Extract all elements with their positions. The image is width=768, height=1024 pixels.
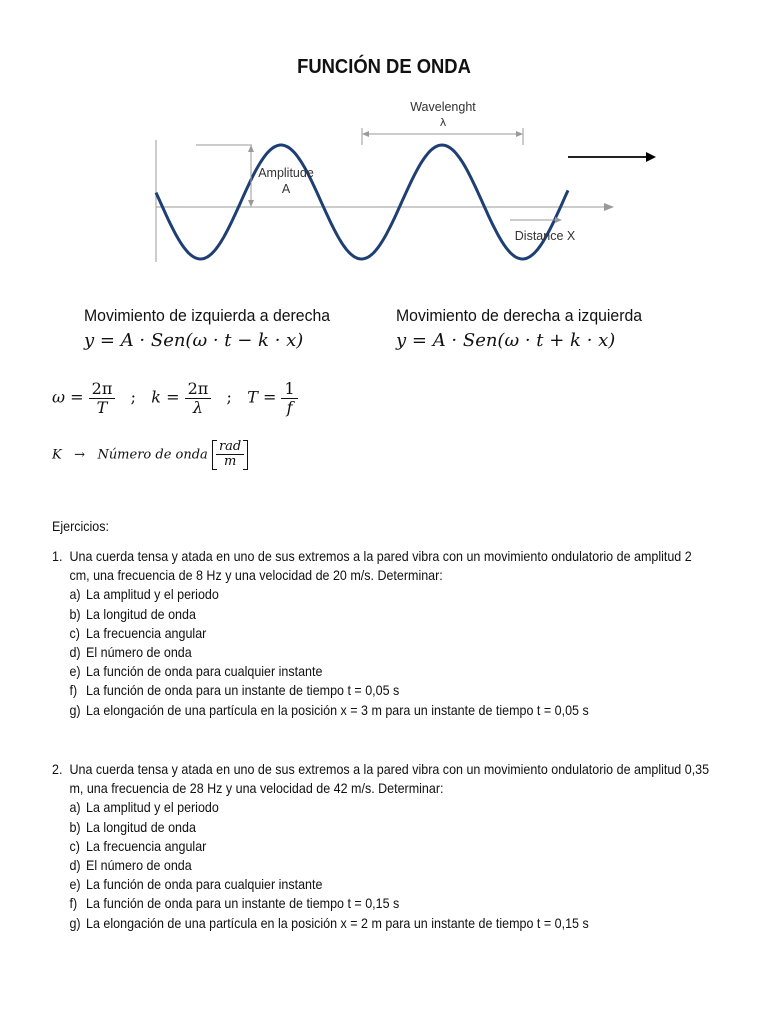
item-text: La frecuencia angular: [86, 625, 207, 641]
wave-number-unit-fraction: [216, 440, 244, 470]
item-letter: a): [69, 587, 81, 603]
list-item: [69, 701, 714, 720]
arrow-icon: →: [74, 447, 86, 463]
list-item: [69, 798, 714, 817]
amplitude-symbol: A: [281, 182, 291, 196]
right-to-left-equation: y = A · Sen(ω · t + k · x): [396, 330, 616, 351]
exercise-2: [52, 760, 714, 933]
separator: ;: [130, 387, 136, 407]
item-text: La frecuencia angular: [86, 838, 207, 854]
omega-denominator: T: [96, 397, 108, 417]
exercises-heading: Ejercicios:: [52, 519, 109, 534]
item-letter: e): [69, 664, 81, 680]
list-item: [69, 643, 714, 662]
item-letter: g): [69, 702, 81, 718]
list-item: [69, 837, 714, 856]
page-title: FUNCIÓN DE ONDA: [297, 56, 471, 78]
item-text: La función de onda para un instante de tiempo t = 0,05 s: [86, 683, 400, 699]
left-to-right-label: Movimiento de izquierda a derecha: [84, 306, 331, 325]
amplitude-arrowhead-bottom: [248, 200, 254, 207]
k-numerator: 2π: [185, 380, 212, 399]
item-letter: a): [69, 800, 81, 816]
period-symbol: T: [247, 387, 258, 407]
list-item: [69, 605, 714, 624]
item-letter: b): [69, 606, 81, 622]
equals-sign: =: [70, 387, 84, 407]
equals-sign: =: [262, 387, 277, 407]
wave-number-unit-numerator: rad: [216, 440, 244, 455]
exercise-items: [52, 585, 714, 719]
formula-definitions: [52, 380, 298, 416]
item-text: La amplitud y el periodo: [86, 800, 219, 816]
exercise-statement: Una cuerda tensa y atada en uno de sus extremos a la pared vibra con un movimiento ondulatorio de amplitud 0,35 m, una frecuencia de 28 Hz y una velocidad de 42 m/s. Determinar:: [69, 762, 710, 797]
sine-wave: [156, 145, 568, 259]
list-item: [69, 681, 714, 700]
item-letter: b): [69, 819, 81, 835]
item-letter: f): [69, 683, 78, 699]
exercise-statement: Una cuerda tensa y atada en uno de sus extremos a la pared vibra con un movimiento ondulatorio de amplitud 2 cm, una frecuencia de 8 Hz y una velocidad de 20 m/s. Determinar:: [69, 549, 692, 584]
wavelength-arrowhead-right: [516, 131, 523, 137]
period-numerator: 1: [281, 380, 297, 399]
item-text: La amplitud y el periodo: [86, 587, 219, 603]
list-item: [69, 875, 714, 894]
item-letter: g): [69, 915, 81, 931]
omega-numerator: 2π: [89, 380, 116, 399]
item-letter: f): [69, 896, 78, 912]
left-to-right-equation: y = A · Sen(ω · t − k · x): [84, 330, 304, 351]
distance-direction-arrowhead: [555, 217, 562, 223]
exercise-1: [52, 547, 714, 720]
list-item: [69, 624, 714, 643]
wave-number-definition: [52, 440, 248, 470]
exercise-number: 1.: [52, 549, 63, 564]
item-letter: d): [69, 645, 81, 661]
omega-fraction: [89, 380, 116, 416]
wavelength-arrowhead-left: [362, 131, 369, 137]
wavelength-label: Wavelenght: [410, 100, 476, 114]
item-text: El número de onda: [86, 858, 192, 874]
k-fraction: [185, 380, 212, 416]
wave-number-symbol: K: [52, 447, 62, 463]
separator: ;: [226, 387, 232, 407]
period-fraction: [281, 380, 297, 416]
list-item: [69, 914, 714, 933]
wave-diagram: [0, 0, 768, 280]
distance-label: Distance X: [514, 229, 576, 243]
item-text: La función de onda para un instante de tiempo t = 0,15 s: [86, 896, 400, 912]
amplitude-label: Amplitude: [258, 166, 314, 180]
item-letter: c): [69, 625, 80, 641]
item-text: La longitud de onda: [86, 819, 196, 835]
wave-number-label: Número de onda: [97, 447, 208, 463]
period-denominator: f: [286, 397, 293, 417]
item-text: La elongación de una partícula en la posición x = 3 m para un instante de tiempo t = 0,05 s: [86, 702, 589, 718]
item-text: La función de onda para cualquier instante: [86, 664, 323, 680]
equals-sign: =: [166, 387, 180, 407]
wave-number-unit: [212, 440, 248, 470]
k-denominator: λ: [192, 397, 203, 417]
item-text: El número de onda: [86, 645, 192, 661]
exercise-items: [52, 798, 714, 932]
exercise-number: 2.: [52, 762, 63, 777]
item-letter: d): [69, 858, 81, 874]
right-to-left-label: Movimiento de derecha a izquierda: [396, 306, 643, 325]
item-letter: c): [69, 838, 80, 854]
list-item: [69, 818, 714, 837]
list-item: [69, 856, 714, 875]
item-text: La función de onda para cualquier instante: [86, 877, 323, 893]
wavelength-symbol: λ: [439, 116, 447, 129]
item-text: La elongación de una partícula en la posición x = 2 m para un instante de tiempo t = 0,15 s: [86, 915, 589, 931]
propagation-arrowhead: [646, 152, 656, 162]
omega-symbol: ω: [52, 387, 66, 407]
list-item: [69, 894, 714, 913]
item-letter: e): [69, 877, 81, 893]
list-item: [69, 585, 714, 604]
amplitude-arrowhead-top: [248, 145, 254, 152]
item-text: La longitud de onda: [86, 606, 196, 622]
distance-axis-arrowhead: [604, 203, 614, 211]
list-item: [69, 662, 714, 681]
wave-number-unit-denominator: m: [223, 454, 237, 470]
k-symbol: k: [151, 387, 161, 407]
